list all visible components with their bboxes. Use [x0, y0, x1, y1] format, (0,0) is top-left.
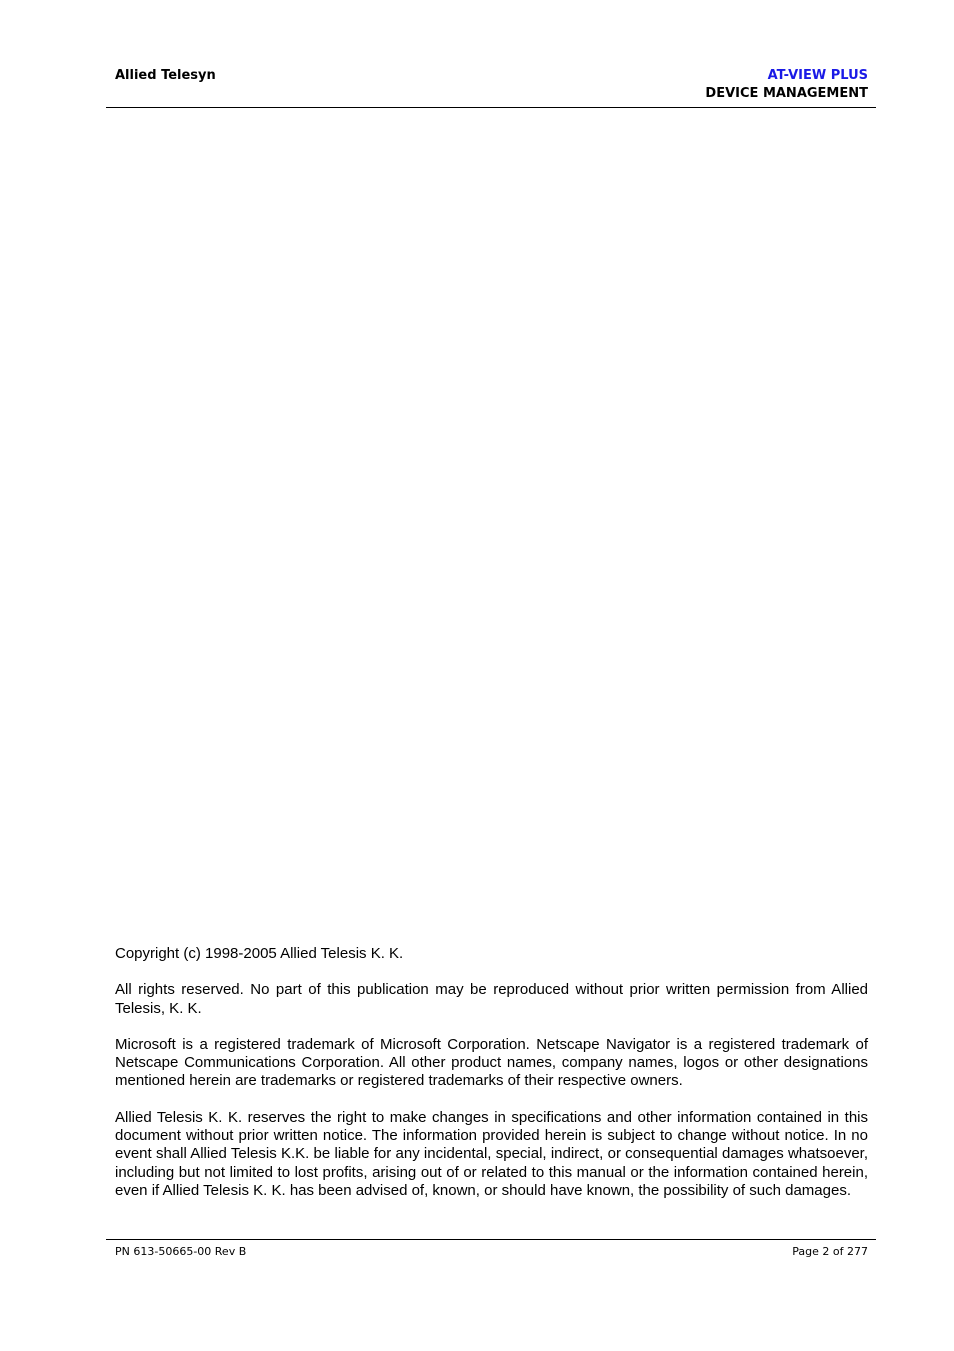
page-header	[106, 66, 876, 108]
product-title: AT-VIEW PLUS	[767, 68, 868, 83]
header-title-block	[705, 67, 868, 103]
disclaimer-paragraph: Allied Telesis K. K. reserves the right to make changes in specifications and other information contained in this document without prior written notice. The information provided herein is subject to change without notice. In no event shall Allied Telesis K.K. be liable for any incidental, special, indirect, or consequential damages whatsoever, including but not limited to lost profits, arising out of or related to this manual or the information contained herein, even if Allied Telesis K. K. has been advised of, known, or should have known, the possibility of such damages.	[115, 1108, 868, 1199]
page-number: Page 2 of 277	[792, 1245, 868, 1258]
company-name: Allied Telesyn	[115, 68, 216, 83]
trademark-paragraph: Microsoft is a registered trademark of Microsoft Corporation. Netscape Navigator is a registered trademark of Netscape Communications Corporation. All other product names, company names, logos or other designations mentioned herein are trademarks or registered trademarks of their respective owners.	[115, 1035, 868, 1090]
section-title: DEVICE MANAGEMENT	[705, 86, 868, 101]
page-footer	[106, 1239, 876, 1270]
rights-reserved-paragraph: All rights reserved. No part of this publication may be reproduced without prior written permission from Allied Telesis, K. K.	[115, 981, 868, 1017]
copyright-line: Copyright (c) 1998-2005 Allied Telesis K. K.	[115, 945, 404, 962]
copyright-notice	[115, 945, 868, 1218]
part-number: PN 613-50665-00 Rev B	[115, 1245, 247, 1258]
